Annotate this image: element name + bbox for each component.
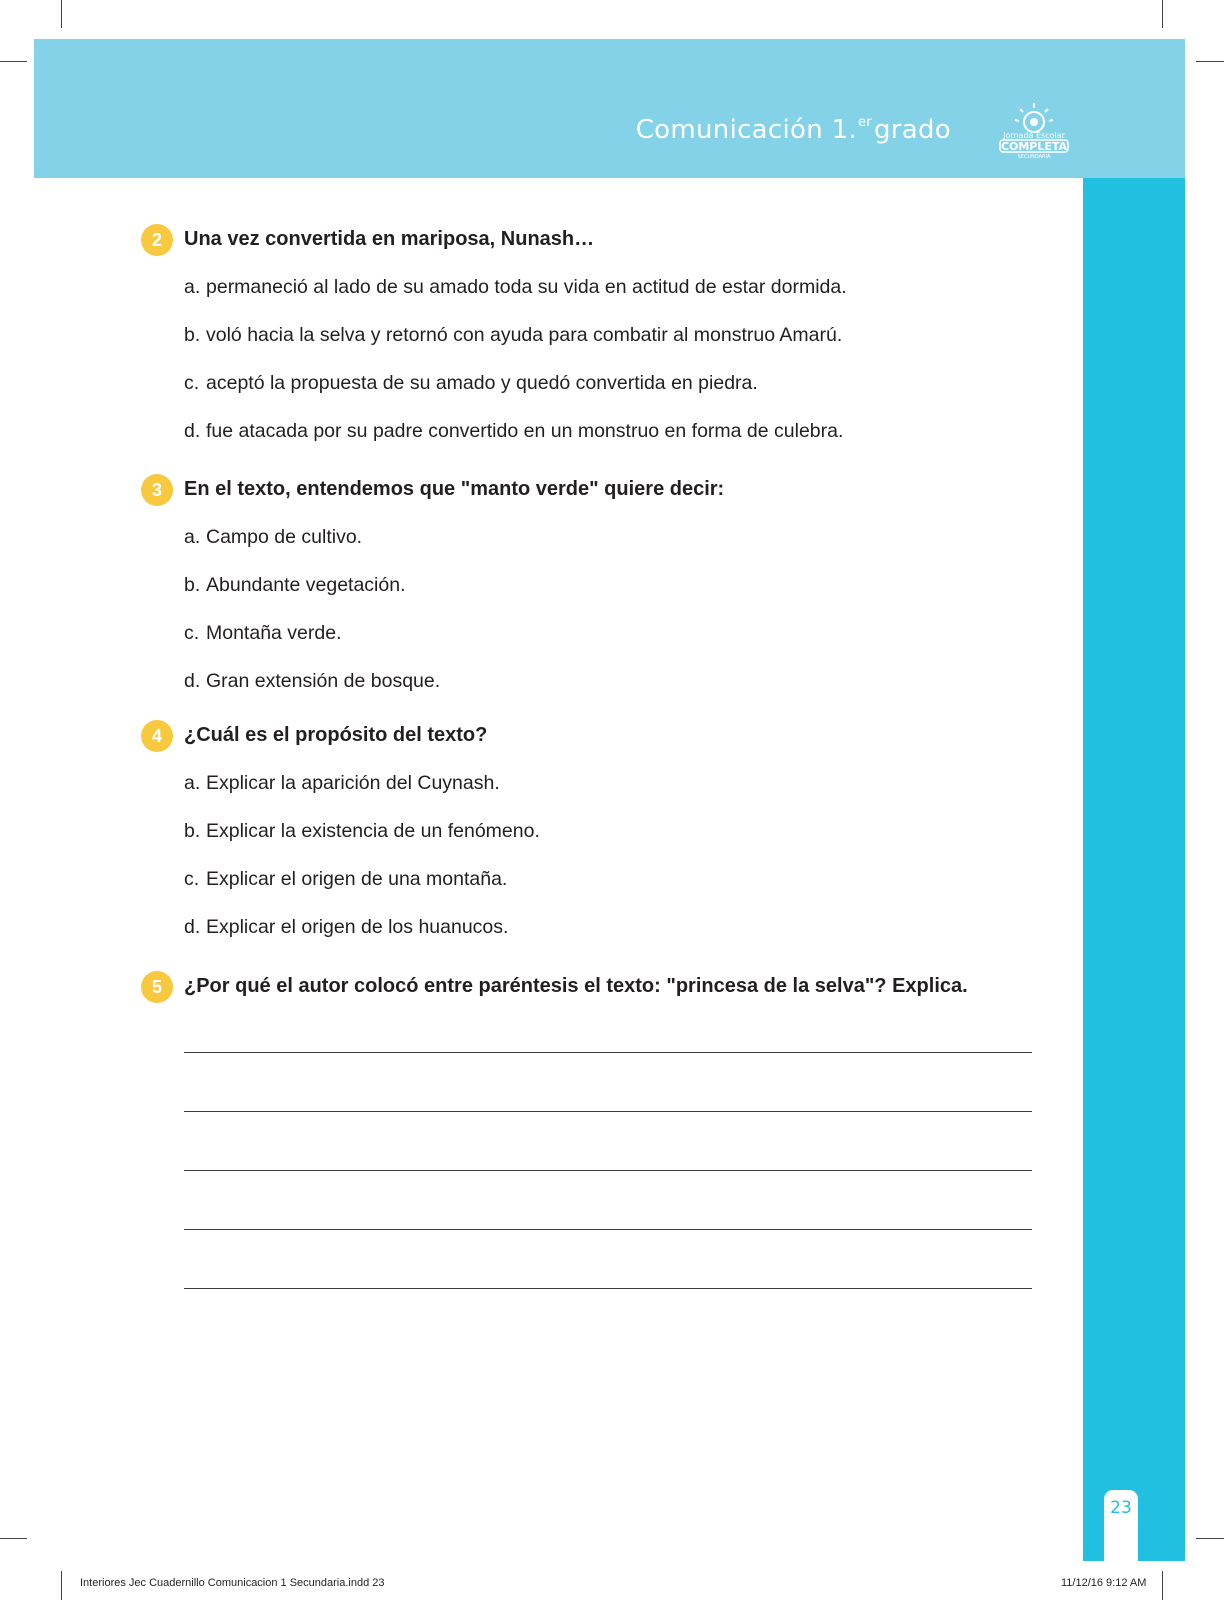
crop-mark xyxy=(1196,1538,1224,1539)
option-text: Gran extensión de bosque. xyxy=(206,670,441,692)
crop-mark xyxy=(0,61,27,62)
logo-line1: Jornada Escolar xyxy=(1003,131,1065,140)
option-letter: a. xyxy=(184,526,201,548)
answer-option[interactable] xyxy=(184,622,342,645)
question-number-badge: 3 xyxy=(141,474,173,506)
option-text: voló hacia la selva y retornó con ayuda para combatir al monstruo Amarú. xyxy=(206,324,843,346)
question-text: ¿Por qué el autor colocó entre paréntesis el texto: "princesa de la selva"? Explica. xyxy=(184,975,968,997)
crop-mark xyxy=(0,1538,27,1539)
answer-option[interactable] xyxy=(184,526,362,549)
answer-line[interactable] xyxy=(184,1111,1032,1112)
option-letter: d. xyxy=(184,420,201,442)
question-number-badge: 5 xyxy=(141,971,173,1003)
option-text: Abundante vegetación. xyxy=(206,574,406,596)
logo-line3: SECUNDARIA xyxy=(1017,154,1051,160)
answer-option[interactable] xyxy=(184,772,500,795)
title-main: Comunicación 1. xyxy=(635,115,857,145)
footer-filename: Interiores Jec Cuadernillo Comunicacion 1 Secundaria.indd 23 xyxy=(80,1577,385,1589)
option-letter: c. xyxy=(184,868,200,890)
crop-mark xyxy=(1196,61,1224,62)
answer-option[interactable] xyxy=(184,916,508,939)
answer-option[interactable] xyxy=(184,276,847,299)
question-text: Una vez convertida en mariposa, Nunash… xyxy=(184,228,595,250)
option-text: fue atacada por su padre convertido en un monstruo en forma de culebra. xyxy=(206,420,844,442)
option-text: permaneció al lado de su amado toda su vida en actitud de estar dormida. xyxy=(206,276,847,298)
option-letter: c. xyxy=(184,622,200,644)
question-text: En el texto, entendemos que "manto verde" quiere decir: xyxy=(184,478,725,500)
option-letter: c. xyxy=(184,372,200,394)
crop-mark xyxy=(61,0,62,28)
crop-mark xyxy=(1162,1571,1163,1600)
option-letter: b. xyxy=(184,574,201,596)
answer-line[interactable] xyxy=(184,1170,1032,1171)
option-letter: d. xyxy=(184,916,201,938)
footer-datetime: 11/12/16 9:12 AM xyxy=(1061,1577,1147,1589)
crop-mark xyxy=(61,1571,62,1600)
answer-line[interactable] xyxy=(184,1229,1032,1230)
option-letter: a. xyxy=(184,276,201,298)
answer-option[interactable] xyxy=(184,574,406,597)
answer-line[interactable] xyxy=(184,1288,1032,1289)
side-bar xyxy=(1083,178,1185,1561)
option-letter: b. xyxy=(184,324,201,346)
title-end: grado xyxy=(873,115,951,145)
answer-option[interactable] xyxy=(184,670,440,693)
option-text: Explicar el origen de una montaña. xyxy=(206,868,508,890)
question-text: ¿Cuál es el propósito del texto? xyxy=(184,724,488,746)
question-number-badge: 2 xyxy=(141,224,173,256)
jec-logo-icon xyxy=(992,100,1076,160)
logo-line2: COMPLETA xyxy=(1000,140,1068,153)
option-letter: b. xyxy=(184,820,201,842)
option-letter: a. xyxy=(184,772,201,794)
page-title xyxy=(0,115,951,145)
option-text: Explicar la aparición del Cuynash. xyxy=(206,772,500,794)
title-superscript: er xyxy=(858,115,872,130)
crop-mark xyxy=(1162,0,1163,28)
answer-option[interactable] xyxy=(184,868,507,891)
option-text: Explicar la existencia de un fenómeno. xyxy=(206,820,540,842)
answer-option[interactable] xyxy=(184,324,842,347)
answer-option[interactable] xyxy=(184,372,758,395)
answer-line[interactable] xyxy=(184,1052,1032,1053)
option-letter: d. xyxy=(184,670,201,692)
answer-option[interactable] xyxy=(184,420,843,443)
option-text: Explicar el origen de los huanucos. xyxy=(206,916,509,938)
option-text: Montaña verde. xyxy=(206,622,342,644)
option-text: aceptó la propuesta de su amado y quedó convertida en piedra. xyxy=(206,372,758,394)
question-number-badge: 4 xyxy=(141,720,173,752)
page-number: 23 xyxy=(1110,1498,1132,1518)
option-text: Campo de cultivo. xyxy=(206,526,363,548)
answer-option[interactable] xyxy=(184,820,540,843)
